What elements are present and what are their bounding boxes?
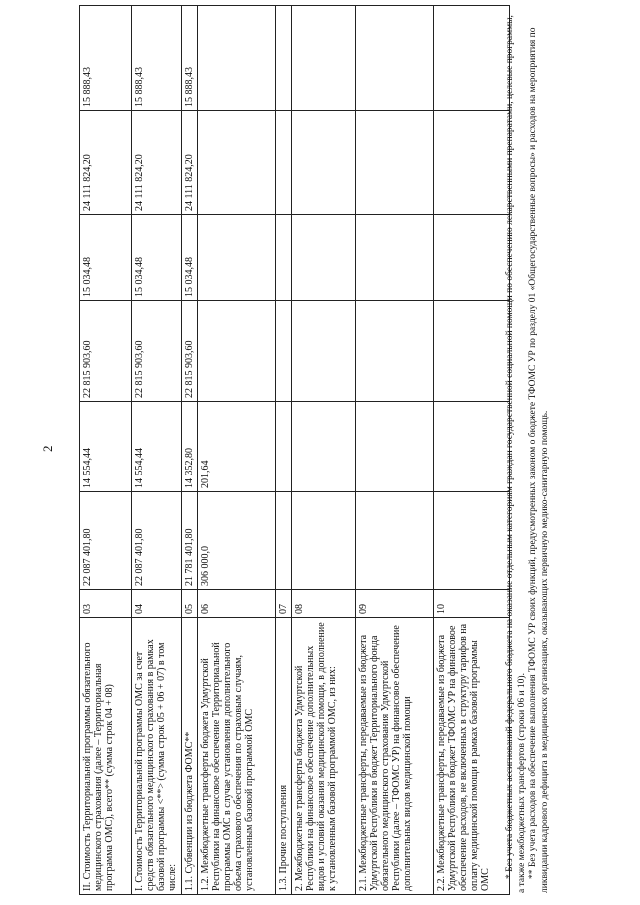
table-row [276,6,292,895]
row-value [434,111,510,215]
row-code: 09 [356,590,434,618]
row-value [198,6,276,111]
table-row [182,6,198,895]
row-value [434,492,510,590]
row-value: 24 111 824,20 [132,111,182,215]
row-value [292,111,356,215]
row-value: 15 034,48 [80,215,132,301]
row-name: 1.1. Субвенции из бюджета ФОМС** [182,618,198,895]
row-value [434,215,510,301]
row-value [198,215,276,301]
row-code: 08 [292,590,356,618]
row-value: 15 034,48 [182,215,198,301]
row-value: 15 888,43 [182,6,198,111]
row-value [292,402,356,492]
row-code: 10 [434,590,510,618]
table-row [80,6,132,895]
row-code: 06 [198,590,276,618]
row-value [434,6,510,111]
table-row [132,6,182,895]
row-value [434,301,510,402]
row-value [356,301,434,402]
row-value: 15 034,48 [132,215,182,301]
row-value [356,111,434,215]
row-value: 24 111 824,20 [80,111,132,215]
row-value [198,301,276,402]
footnote-2: ** Без учета расходов на обеспечение выполнения ТФОМС УР своих функций, предусмотренных законом о бюджете ТФОМС УР по разделу 01 «Общегосударственные вопросы» и расходов на мероприятия по ликвидации кадрового дефицита в медицинских организациях, оказывающих первичную медико-санитарную помощь. [528,27,550,893]
row-code: 03 [80,590,132,618]
row-name: I. Стоимость Территориальной программы ОМС за счет средств обязательного медицинского страхования в рамках базовой программы <**> (сумма строк 05 + 06 + 07) в том числе: [132,618,182,895]
table-row [434,6,510,895]
row-value: 306 000,0 [198,492,276,590]
row-name: 1.3. Прочие поступления [276,618,292,895]
row-value [292,6,356,111]
row-value [198,111,276,215]
row-value: 21 781 401,80 [182,492,198,590]
row-value [276,402,292,492]
footnotes [505,13,551,893]
row-value: 14 352,80 [182,402,198,492]
table-row [198,6,276,895]
row-value: 201,64 [198,402,276,492]
row-code: 07 [276,590,292,618]
row-value [276,301,292,402]
row-value [276,492,292,590]
page-number: 2 [40,445,55,452]
row-code: 05 [182,590,198,618]
row-value [276,215,292,301]
row-value [292,215,356,301]
row-name: 2.2. Межбюджетные трансферты, передаваемые из бюджета Удмуртской Республики в бюджет ТФОМС УР на финансовое обеспечение расходов, не включенных в структуру тарифов на оплату медицинской помощи в рамках базовой программы ОМС [434,618,510,895]
row-value: 22 815 903,60 [182,301,198,402]
financing-table [79,5,510,895]
row-code: 04 [132,590,182,618]
row-value [292,301,356,402]
row-value: 22 087 401,80 [80,492,132,590]
row-value [356,6,434,111]
row-value: 22 815 903,60 [80,301,132,402]
row-name: II. Стоимость Территориальной программы обязательного медицинского страхования (далее – Территориальная программа ОМС), всего** (сумма строк 04 + 08) [80,618,132,895]
row-value: 22 815 903,60 [132,301,182,402]
row-value: 14 554,44 [132,402,182,492]
row-value: 14 554,44 [80,402,132,492]
row-value [276,6,292,111]
row-value [276,111,292,215]
footnote-1: * Без учета бюджетных ассигнований федерального бюджета на оказание отдельным категориям граждан государственной социальной помощи по обеспечению лекарственными препаратами, целевые программы, а также межбюджетных трансфертов (строки 06 и 10). [505,15,527,893]
row-value: 24 111 824,20 [182,111,198,215]
row-value: 15 888,43 [80,6,132,111]
row-value [434,402,510,492]
table-row [292,6,356,895]
row-value [356,492,434,590]
row-value [356,402,434,492]
row-name: 2. Межбюджетные трансферты бюджета Удмуртской Республики на финансовое обеспечение дополнительных видов и условий оказания медицинской помощи, в дополнение к установленным базовой программой ОМС, из них: [292,618,356,895]
row-value [292,492,356,590]
row-value [356,215,434,301]
row-value: 22 087 401,80 [132,492,182,590]
row-name: 1.2. Межбюджетные трансферты бюджета Удмуртской Республики на финансовое обеспечение Территориальной программы ОМС в случае установления дополнительного объема страхового обеспечения по страховым случаям, установленным базовой программой ОМС [198,618,276,895]
row-value: 15 888,43 [132,6,182,111]
row-name: 2.1. Межбюджетные трансферты, передаваемые из бюджета Удмуртской Республики в бюджет Территориального фонда обязательного медицинского страхования Удмуртской Республики (далее – ТФОМС УР) на финансовое обеспечение дополнительных видов медицинской помощи [356,618,434,895]
table-row [356,6,434,895]
